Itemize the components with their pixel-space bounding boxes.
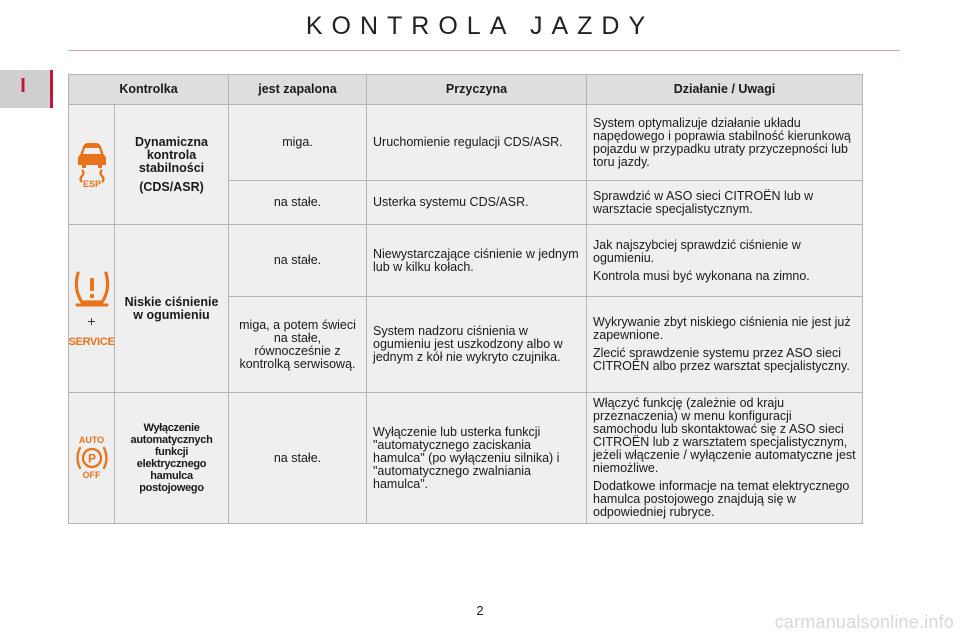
park-brake-action-text-b: Dodatkowe informacje na temat elektrycznego hamulca postojowego znajdują się w odpowiedniej rubryce.: [593, 479, 850, 519]
page-number: 2: [476, 603, 484, 618]
tyre-name: Niskie ciśnienie w ogumieniu: [124, 294, 219, 322]
table-header-row: [69, 75, 863, 105]
tyre-action-2: [587, 297, 863, 393]
park-brake-lit: na stałe.: [229, 393, 367, 524]
park-brake-action: [587, 393, 863, 524]
park-brake-name-cell: [115, 393, 229, 524]
title-divider: [68, 50, 900, 51]
park-brake-name: Wyłączenie automatycznych funkcji elektrycznego hamulca postojowego: [130, 422, 213, 494]
esp-icon-text: ESP: [82, 178, 101, 188]
section-tab[interactable]: [0, 70, 53, 108]
header-przyczyna: Przyczyna: [367, 75, 587, 105]
tyre-lit-2: miga, a potem świeci na stałe, równocześnie z kontrolką serwisową.: [229, 297, 367, 393]
park-brake-icon-cell: [69, 393, 115, 524]
esp-lit-2: na stałe.: [229, 181, 367, 225]
park-brake-letter: P: [87, 451, 96, 466]
table-row: [69, 225, 863, 297]
tyre-lit-1: na stałe.: [229, 225, 367, 297]
esp-icon-cell: [69, 105, 115, 225]
tyre-action-1-text-a: Jak najszybciej sprawdzić ciśnienie w ogumieniu.: [593, 237, 801, 265]
auto-park-brake-icon: [74, 445, 110, 471]
table-row: [69, 105, 863, 181]
section-tab-label: I: [20, 75, 26, 97]
esp-action-2-text: Sprawdzić w ASO sieci CITROËN lub w warsztacie specjalistycznym.: [593, 188, 814, 216]
esp-action-1-text: System optymalizuje działanie układu napędowego i poprawia stabilność kierunkową pojazdu w przypadku utraty przyczepności lub toru jazdy.: [593, 115, 851, 169]
esp-cause-2: Usterka systemu CDS/ASR.: [367, 181, 587, 225]
tyre-action-1: [587, 225, 863, 297]
esp-action-2: [587, 181, 863, 225]
tyre-cause-1: Niewystarczające ciśnienie w jednym lub w kilku kołach.: [367, 225, 587, 297]
auto-label: AUTO: [78, 435, 105, 445]
header-dzialanie-uwagi: Działanie / Uwagi: [587, 75, 863, 105]
tyre-name-cell: [115, 225, 229, 393]
esp-name: Dynamiczna kontrola stabilności: [135, 134, 208, 175]
tyre-icon-cell: [69, 225, 115, 393]
esp-action-1: [587, 105, 863, 181]
esp-name-cell: [115, 105, 229, 225]
park-brake-action-text-a: Włączyć funkcję (zależnie od kraju przeznaczenia) w menu konfiguracji samochodu lub skontaktować się z ASO sieci CITROËN lub z warsztatem specjalistycznym, jeżeli włączenie / wyłączenie automatyczne jest niemożliwe.: [593, 396, 856, 475]
warning-lights-table: [68, 74, 863, 524]
park-brake-cause: Wyłączenie lub usterka funkcji "automatycznego zaciskania hamulca" (po wyłączeniu silnika) i "automatycznego zwalniania hamulca".: [367, 393, 587, 524]
tyre-pressure-icon: [72, 269, 112, 307]
tyre-cause-2: System nadzoru ciśnienia w ogumieniu jest uszkodzony albo w jednym z kół nie wykryto czujnika.: [367, 297, 587, 393]
tyre-action-1-text-b: Kontrola musi być wykonana na zimno.: [593, 268, 810, 283]
header-jest-zapalona: jest zapalona: [229, 75, 367, 105]
tyre-action-2-text-b: Zlecić sprawdzenie systemu przez ASO sieci CITROËN albo przez warsztat specjalistyczny.: [593, 346, 850, 373]
watermark: carmanualsonline.info: [774, 612, 954, 632]
tyre-action-2-text-a: Wykrywanie zbyt niskiego ciśnienia nie jest już zapewnione.: [593, 315, 851, 342]
esp-lit-1: miga.: [229, 105, 367, 181]
esp-cause-1: Uruchomienie regulacji CDS/ASR.: [367, 105, 587, 181]
header-kontrolka: Kontrolka: [69, 75, 229, 105]
off-label: OFF: [82, 470, 101, 480]
service-icon: SERVICE: [68, 335, 115, 348]
esp-skid-car-icon: [74, 142, 110, 188]
table-row: [69, 393, 863, 524]
plus-sign: +: [87, 312, 96, 329]
page-title: KONTROLA JAZDY: [305, 12, 655, 40]
esp-name-sub: (CDS/ASR): [139, 179, 204, 194]
